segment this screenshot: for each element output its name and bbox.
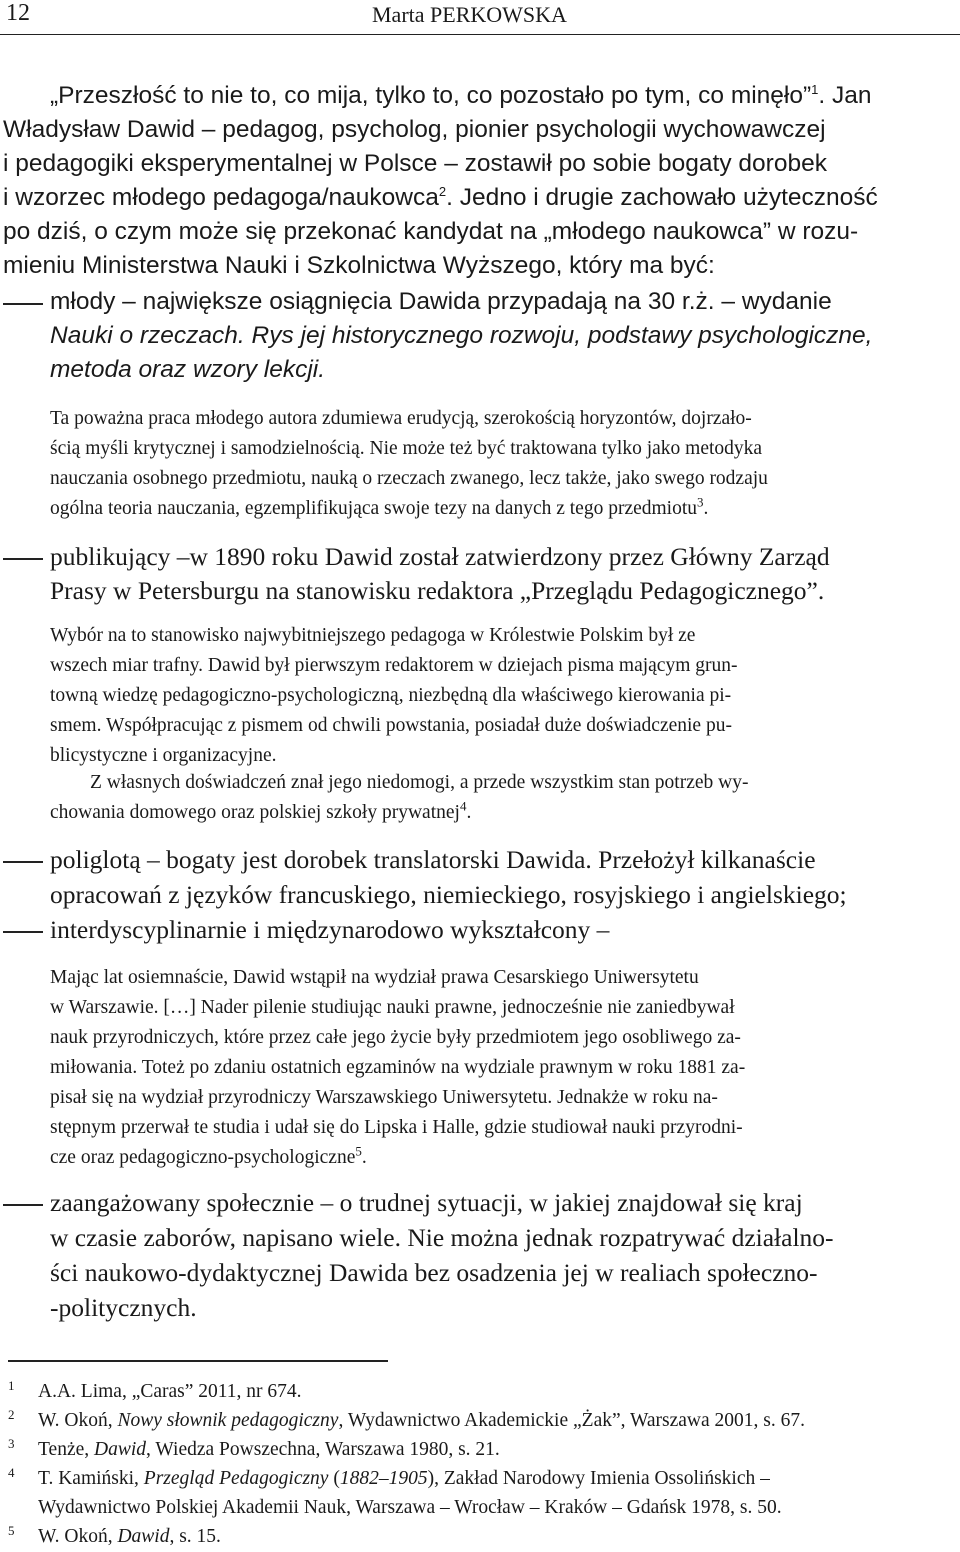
footnote-ref[interactable]: 3	[697, 494, 704, 510]
footnote-ref[interactable]: 4	[459, 798, 467, 814]
intro-line-3: i pedagogiki eksperymentalnej w Polsce – zostawił po sobie bogaty dorobek	[3, 150, 827, 177]
quote2-line-1: Wybór na to stanowisko najwybitniejszego pedagoga w Królestwie Polskim był ze	[50, 625, 696, 646]
header-rule	[0, 34, 960, 35]
footnote-title: Nowy słownik pedagogiczny	[117, 1410, 339, 1431]
footnote-number: 2	[8, 1407, 15, 1422]
item1-line-3: metoda oraz wzory lekcji.	[50, 356, 326, 383]
footnote-title: Dawid	[94, 1439, 147, 1460]
footnote-ref[interactable]: 5	[355, 1143, 362, 1159]
quote2-line-5: blicystyczne i organizacyjne.	[50, 745, 277, 766]
running-header-author: Marta PERKOWSKA	[372, 2, 567, 27]
quote3-line-4: miłowania. Toteż po zdaniu ostatnich egzaminów na wydziale prawnym w roku 1881 za-	[50, 1057, 746, 1078]
list-dash	[3, 931, 43, 933]
item1-line-2: Nauki o rzeczach. Rys jej historycznego rozwoju, podstawy psychologiczne,	[50, 322, 873, 349]
quote2-line-2: wszech miar trafny. Dawid był pierwszym redaktorem w dziejach pisma mającym grun-	[50, 655, 738, 676]
footnote-number: 1	[8, 1378, 15, 1393]
intro-text: „Przeszłość to nie to, co mija, tylko to, co pozostało po tym, co minęło”	[50, 82, 812, 109]
item3-line-2: opracowań z języków francuskiego, niemieckiego, rosyjskiego i angielskiego;	[50, 880, 847, 909]
footnote-text: Wydawnictwo Polskiej Akademii Nauk, Warszawa – Wrocław – Kraków – Gdańsk 1978, s. 50.	[38, 1497, 782, 1518]
item5-line-3: ści naukowo-dydaktycznej Dawida bez osadzenia jej w realiach społeczno-	[50, 1258, 818, 1287]
footnote-text: W. Okoń,	[38, 1526, 118, 1547]
footnote-3	[38, 1439, 500, 1461]
quote-text: cze oraz pedagogiczno-psychologiczne	[50, 1147, 356, 1168]
item5-line-2: w czasie zaborów, napisano wiele. Nie można jednak rozpatrywać działalno-	[50, 1223, 834, 1252]
item5-line-1: zaangażowany społecznie – o trudnej sytuacji, w jakiej znajdował się kraj	[50, 1188, 803, 1217]
quote-text: .	[703, 498, 709, 519]
intro-line-1	[50, 82, 872, 110]
intro-text: i wzorzec młodego pedagoga/naukowca	[3, 184, 439, 211]
footnote-number: 3	[8, 1436, 15, 1451]
footnote-title: 1882–1905	[339, 1468, 428, 1489]
list-dash	[3, 1204, 43, 1206]
list-dash	[3, 861, 43, 863]
footnote-ref[interactable]: 2	[438, 183, 447, 199]
footnote-text: , Wydawnictwo Akademickie „Żak”, Warszawa 2001, s. 67.	[338, 1410, 805, 1431]
quote3-line-1: Mając lat osiemnaście, Dawid wstąpił na wydział prawa Cesarskiego Uniwersytetu	[50, 967, 699, 988]
footnote-1	[38, 1381, 302, 1403]
list-dash	[3, 558, 43, 560]
footnote-4-cont	[38, 1497, 782, 1519]
intro-text: . Jan	[818, 82, 872, 109]
quote-text: .	[466, 802, 472, 823]
quote3-line-5: pisał się na wydział przyrodniczy Warszawskiego Uniwersytetu. Jednakże w roku na-	[50, 1087, 718, 1108]
intro-line-6: mieniu Ministerstwa Nauki i Szkolnictwa Wyższego, który ma być:	[3, 252, 715, 279]
footnote-title: Dawid	[117, 1526, 170, 1547]
item1-line-1: młody – największe osiągnięcia Dawida przypadają na 30 r.ż. – wydanie	[50, 288, 832, 315]
quote2-line-4: smem. Współpracując z pismem od chwili powstania, posiadał duże doświadczenie pu-	[50, 715, 732, 736]
list-dash	[3, 303, 43, 305]
footnote-number: 5	[8, 1523, 15, 1538]
quote2-line-7	[50, 798, 472, 824]
intro-line-4	[3, 184, 878, 212]
quote1-line-2: ścią myśli krytycznej i samodzielnością. Nie może też być traktowana tylko jako metodyka	[50, 438, 763, 459]
quote2-line-3: towną wiedzę pedagogiczno-psychologiczną, niezbędną dla właściwego kierowania pi-	[50, 685, 732, 706]
item3-line-1: poliglotą – bogaty jest dorobek translatorski Dawida. Przełożył kilkanaście	[50, 845, 816, 874]
intro-line-2: Władysław Dawid – pedagog, psycholog, pionier psychologii wychowawczej	[3, 116, 826, 143]
footnote-text: (	[328, 1468, 340, 1489]
quote-text: chowania domowego oraz polskiej szkoły prywatnej	[50, 802, 460, 823]
footnote-text: , Wiedza Powszechna, Warszawa 1980, s. 21.	[146, 1439, 500, 1460]
quote3-line-3: nauk przyrodniczych, które przez całe jego życie były przedmiotem jego osobliwego za-	[50, 1027, 741, 1048]
footnote-title: Przegląd Pedagogiczny	[143, 1468, 329, 1489]
intro-line-5: po dziś, o czym może się przekonać kandydat na „młodego naukowca” w rozu-	[3, 218, 859, 245]
item4-line-1: interdyscyplinarnie i międzynarodowo wykształcony –	[50, 915, 610, 944]
footnote-text: T. Kamiński,	[38, 1468, 144, 1489]
quote1-line-1: Ta poważna praca młodego autora zdumiewa erudycją, szerokością horyzontów, dojrzało-	[50, 408, 752, 429]
footnote-text: A.A. Lima, „Caras” 2011, nr 674.	[38, 1381, 302, 1402]
item2-line-2: Prasy w Petersburgu na stanowisku redaktora „Przeglądu Pedagogicznego”.	[50, 576, 825, 605]
footnote-rule	[8, 1360, 388, 1362]
quote3-line-7	[50, 1143, 367, 1169]
quote1-line-4	[50, 494, 709, 520]
item2-line-1: publikujący –w 1890 roku Dawid został zatwierdzony przez Główny Zarząd	[50, 542, 830, 571]
quote3-line-2: w Warszawie. […] Nader pilenie studiując nauki prawne, jednocześnie nie zaniedbywał	[50, 997, 735, 1018]
quote-text: ogólna teoria nauczania, egzemplifikująca swoje tezy na danych z tego przedmiotu	[50, 498, 698, 519]
quote1-line-3: nauczania osobnego przedmiotu, nauką o rzeczach zwanego, lecz także, jako swego rodzaju	[50, 468, 768, 489]
footnote-number: 4	[8, 1465, 15, 1480]
item5-line-4: -politycznych.	[50, 1293, 197, 1322]
quote3-line-6: stępnym przerwał te studia i udał się do Lipska i Halle, gdzie studiował nauki przyrodni-	[50, 1117, 743, 1138]
footnote-5	[38, 1526, 221, 1548]
footnote-2	[38, 1410, 805, 1432]
footnote-text: W. Okoń,	[38, 1410, 118, 1431]
footnote-text: , s. 15.	[169, 1526, 221, 1547]
quote2-line-6: Z własnych doświadczeń znał jego niedomogi, a przede wszystkim stan potrzeb wy-	[90, 772, 749, 793]
page-number: 12	[6, 0, 30, 26]
footnote-ref[interactable]: 1	[811, 81, 819, 97]
footnote-4	[38, 1468, 770, 1490]
intro-text: . Jedno i drugie zachowało użyteczność	[446, 184, 878, 211]
footnote-text: ), Zakład Narodowy Imienia Ossolińskich –	[427, 1468, 770, 1489]
footnote-text: Tenże,	[38, 1439, 95, 1460]
quote-text: .	[361, 1147, 367, 1168]
